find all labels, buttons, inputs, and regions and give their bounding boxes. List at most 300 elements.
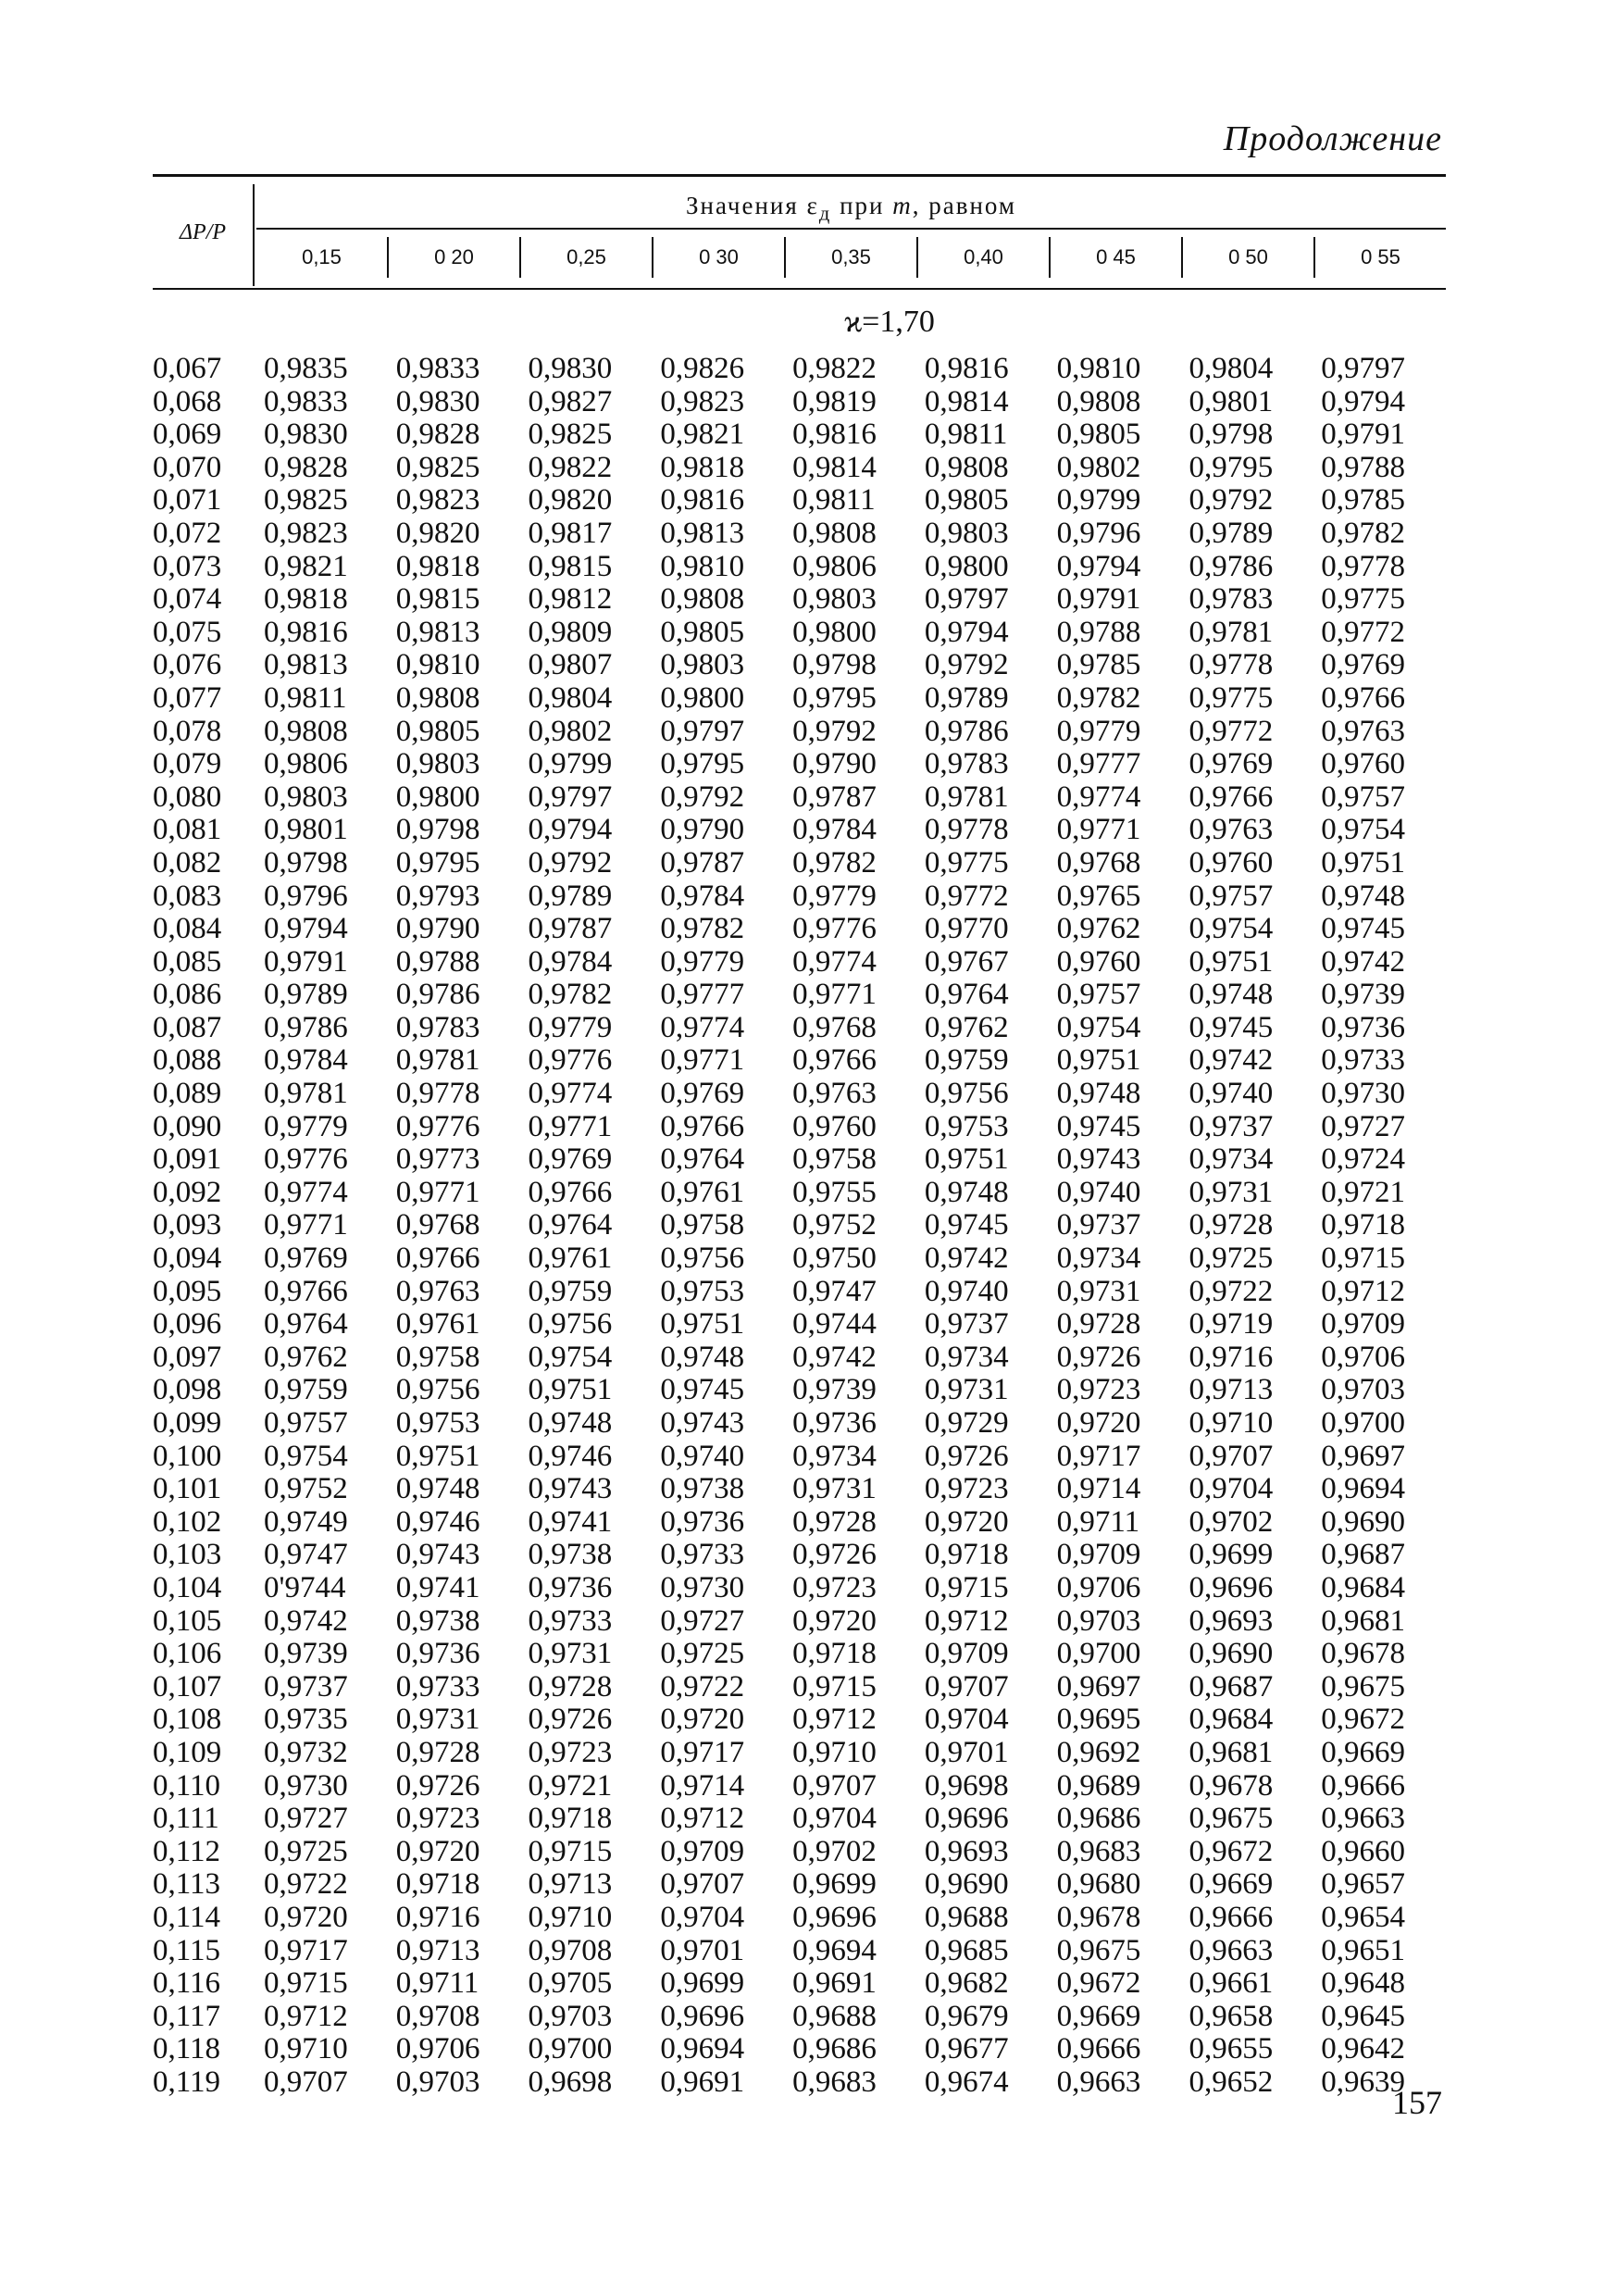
dp-value-cell: 0,100 bbox=[153, 1439, 222, 1473]
epsilon-value-cell: 0,9721 bbox=[528, 1768, 613, 1803]
epsilon-value-cell: 0,9792 bbox=[528, 845, 613, 880]
epsilon-value-cell: 0,9761 bbox=[528, 1242, 613, 1276]
table-row bbox=[153, 847, 1446, 880]
m-value-header: 0 30 bbox=[652, 237, 784, 278]
epsilon-value-cell: 0,9687 bbox=[1321, 1538, 1405, 1572]
epsilon-value-cell: 0,9770 bbox=[924, 912, 1009, 946]
dp-value-cell: 0,119 bbox=[153, 2065, 221, 2099]
epsilon-value-cell: 0,9753 bbox=[395, 1406, 480, 1440]
epsilon-value-cell: 0,9816 bbox=[660, 483, 745, 518]
table-row bbox=[153, 1407, 1446, 1441]
table-row bbox=[153, 716, 1446, 749]
epsilon-value-cell: 0,9793 bbox=[395, 879, 480, 913]
epsilon-value-cell: 0,9693 bbox=[1189, 1603, 1274, 1638]
dp-value-cell: 0,070 bbox=[153, 450, 222, 484]
epsilon-value-cell: 0,9715 bbox=[1321, 1242, 1405, 1276]
epsilon-value-cell: 0,9687 bbox=[1189, 1669, 1274, 1703]
epsilon-value-cell: 0,9720 bbox=[660, 1703, 745, 1737]
data-table bbox=[153, 174, 1446, 2099]
epsilon-value-cell: 0,9703 bbox=[1056, 1603, 1141, 1638]
table-row bbox=[153, 518, 1446, 551]
epsilon-value-cell: 0,9734 bbox=[924, 1340, 1009, 1374]
epsilon-value-cell: 0,9768 bbox=[1056, 845, 1141, 880]
table-row bbox=[153, 1506, 1446, 1540]
epsilon-value-cell: 0,9738 bbox=[395, 1603, 480, 1638]
epsilon-value-cell: 0,9800 bbox=[660, 680, 745, 715]
epsilon-value-cell: 0,9711 bbox=[1056, 1504, 1140, 1539]
epsilon-value-cell: 0,9733 bbox=[1321, 1043, 1405, 1078]
epsilon-value-cell: 0,9759 bbox=[924, 1043, 1009, 1078]
table-row bbox=[153, 913, 1446, 946]
epsilon-value-cell: 0,9702 bbox=[1189, 1504, 1274, 1539]
epsilon-value-cell: 0,9818 bbox=[660, 450, 745, 484]
epsilon-value-cell: 0,9778 bbox=[924, 813, 1009, 847]
epsilon-value-cell: 0,9798 bbox=[395, 813, 480, 847]
epsilon-value-cell: 0,9697 bbox=[1321, 1439, 1405, 1473]
table-row bbox=[153, 418, 1446, 452]
epsilon-value-cell: 0,9732 bbox=[264, 1735, 348, 1769]
epsilon-value-cell: 0,9751 bbox=[395, 1439, 480, 1473]
epsilon-value-cell: 0,9743 bbox=[528, 1472, 613, 1506]
table-row bbox=[153, 452, 1446, 485]
epsilon-value-cell: 0,9823 bbox=[264, 516, 348, 550]
dp-value-cell: 0,106 bbox=[153, 1637, 222, 1671]
epsilon-value-cell: 0,9747 bbox=[792, 1274, 877, 1308]
epsilon-value-cell: 0,9720 bbox=[264, 1900, 348, 1934]
epsilon-value-cell: 0,9786 bbox=[395, 978, 480, 1012]
epsilon-value-cell: 0,9775 bbox=[1321, 582, 1405, 617]
epsilon-value-cell: 0,9776 bbox=[264, 1142, 348, 1177]
epsilon-value-cell: 0,9803 bbox=[395, 747, 480, 781]
epsilon-value-cell: 0,9725 bbox=[660, 1637, 745, 1671]
epsilon-value-cell: 0,9775 bbox=[924, 845, 1009, 880]
epsilon-value-cell: 0,9769 bbox=[528, 1142, 613, 1177]
dp-value-cell: 0,072 bbox=[153, 516, 222, 550]
epsilon-value-cell: 0,9713 bbox=[528, 1867, 613, 1902]
epsilon-value-cell: 0,9736 bbox=[792, 1406, 877, 1440]
epsilon-value-cell: 0,9757 bbox=[1189, 879, 1274, 913]
epsilon-value-cell: 0,9706 bbox=[1056, 1570, 1141, 1604]
epsilon-value-cell: 0,9723 bbox=[528, 1735, 613, 1769]
dp-value-cell: 0,110 bbox=[153, 1768, 221, 1803]
m-value-header: 0,15 bbox=[302, 245, 342, 268]
epsilon-value-cell: 0,9723 bbox=[924, 1472, 1009, 1506]
epsilon-value-cell: 0,9769 bbox=[1189, 747, 1274, 781]
epsilon-value-cell: 0,9797 bbox=[528, 780, 613, 814]
epsilon-value-cell: 0,9715 bbox=[528, 1834, 613, 1868]
epsilon-value-cell: 0,9823 bbox=[660, 384, 745, 418]
table-row bbox=[153, 583, 1446, 617]
epsilon-value-cell: 0,9731 bbox=[1189, 1175, 1274, 1209]
epsilon-value-cell: 0,9787 bbox=[528, 912, 613, 946]
epsilon-value-cell: 0,9740 bbox=[1056, 1175, 1141, 1209]
table-row bbox=[153, 617, 1446, 650]
table-row bbox=[153, 1276, 1446, 1309]
dp-value-cell: 0,105 bbox=[153, 1603, 222, 1638]
epsilon-value-cell: 0,9784 bbox=[528, 944, 613, 979]
m-value-header: 0 45 bbox=[1049, 237, 1181, 278]
epsilon-value-cell: 0,9800 bbox=[395, 780, 480, 814]
epsilon-value-cell: 0,9677 bbox=[924, 2032, 1009, 2066]
epsilon-value-cell: 0,9769 bbox=[660, 1077, 745, 1111]
table-row bbox=[153, 1902, 1446, 1935]
epsilon-value-cell: 0,9751 bbox=[1321, 845, 1405, 880]
table-row bbox=[153, 1605, 1446, 1639]
dp-value-cell: 0,082 bbox=[153, 845, 222, 880]
epsilon-value-cell: 0,9742 bbox=[792, 1340, 877, 1374]
dp-value-cell: 0,093 bbox=[153, 1208, 222, 1242]
dp-value-cell: 0,103 bbox=[153, 1538, 222, 1572]
epsilon-value-cell: 0,9754 bbox=[1321, 813, 1405, 847]
epsilon-value-cell: 0,9766 bbox=[395, 1242, 480, 1276]
table-row bbox=[153, 1770, 1446, 1803]
table-header bbox=[153, 177, 1446, 288]
epsilon-value-cell: 0,9739 bbox=[264, 1637, 348, 1671]
epsilon-value-cell: 0,9777 bbox=[660, 978, 745, 1012]
epsilon-value-cell: 0,9719 bbox=[1189, 1307, 1274, 1341]
epsilon-value-cell: 0,9810 bbox=[1056, 352, 1141, 385]
epsilon-value-cell: 0,9762 bbox=[924, 1010, 1009, 1044]
epsilon-value-cell: 0,9763 bbox=[792, 1077, 877, 1111]
group-title-m: m bbox=[892, 192, 913, 219]
epsilon-value-cell: 0,9691 bbox=[792, 1966, 877, 2001]
epsilon-value-cell: 0,9703 bbox=[395, 2065, 480, 2099]
epsilon-value-cell: 0,9701 bbox=[660, 1933, 745, 1967]
epsilon-value-cell: 0,9742 bbox=[924, 1242, 1009, 1276]
epsilon-value-cell: 0,9786 bbox=[264, 1010, 348, 1044]
epsilon-value-cell: 0,9813 bbox=[264, 648, 348, 682]
epsilon-value-cell: 0,9816 bbox=[924, 352, 1009, 385]
epsilon-value-cell: 0,9783 bbox=[1189, 582, 1274, 617]
table-row bbox=[153, 880, 1446, 914]
dp-value-cell: 0,080 bbox=[153, 780, 222, 814]
epsilon-value-cell: 0,9713 bbox=[1189, 1373, 1274, 1407]
epsilon-value-cell: 0,9766 bbox=[1321, 680, 1405, 715]
epsilon-value-cell: 0,9674 bbox=[924, 2065, 1009, 2099]
epsilon-value-cell: 0,9785 bbox=[1321, 483, 1405, 518]
table-row bbox=[153, 1044, 1446, 1078]
epsilon-value-cell: 0,9699 bbox=[1189, 1538, 1274, 1572]
epsilon-value-cell: 0,9788 bbox=[1056, 615, 1141, 649]
epsilon-value-cell: 0,9666 bbox=[1189, 1900, 1274, 1934]
table-row bbox=[153, 1209, 1446, 1242]
epsilon-value-cell: 0,9778 bbox=[1321, 549, 1405, 583]
epsilon-value-cell: 0,9709 bbox=[1056, 1538, 1141, 1572]
epsilon-value-cell: 0,9789 bbox=[924, 680, 1009, 715]
table-row bbox=[153, 781, 1446, 815]
epsilon-value-cell: 0'9744 bbox=[264, 1570, 346, 1604]
dp-value-cell: 0,114 bbox=[153, 1900, 221, 1934]
epsilon-value-cell: 0,9727 bbox=[1321, 1109, 1405, 1143]
epsilon-value-cell: 0,9752 bbox=[264, 1472, 348, 1506]
epsilon-value-cell: 0,9772 bbox=[1321, 615, 1405, 649]
epsilon-value-cell: 0,9825 bbox=[528, 418, 613, 452]
epsilon-value-cell: 0,9748 bbox=[1189, 978, 1274, 1012]
epsilon-value-cell: 0,9751 bbox=[924, 1142, 1009, 1177]
epsilon-value-cell: 0,9722 bbox=[1189, 1274, 1274, 1308]
epsilon-value-cell: 0,9725 bbox=[1189, 1242, 1274, 1276]
table-row bbox=[153, 1737, 1446, 1770]
epsilon-value-cell: 0,9728 bbox=[1189, 1208, 1274, 1242]
epsilon-value-cell: 0,9689 bbox=[1056, 1768, 1141, 1803]
dp-value-cell: 0,071 bbox=[153, 483, 222, 518]
epsilon-value-cell: 0,9704 bbox=[1189, 1472, 1274, 1506]
epsilon-value-cell: 0,9730 bbox=[1321, 1077, 1405, 1111]
epsilon-value-cell: 0,9701 bbox=[924, 1735, 1009, 1769]
epsilon-value-cell: 0,9808 bbox=[395, 680, 480, 715]
epsilon-value-cell: 0,9805 bbox=[395, 714, 480, 748]
table-row bbox=[153, 1177, 1446, 1210]
epsilon-value-cell: 0,9821 bbox=[660, 418, 745, 452]
epsilon-value-cell: 0,9769 bbox=[264, 1242, 348, 1276]
epsilon-value-cell: 0,9737 bbox=[924, 1307, 1009, 1341]
epsilon-value-cell: 0,9718 bbox=[792, 1637, 877, 1671]
epsilon-value-cell: 0,9802 bbox=[1056, 450, 1141, 484]
epsilon-value-cell: 0,9737 bbox=[1056, 1208, 1141, 1242]
dp-value-cell: 0,075 bbox=[153, 615, 222, 649]
epsilon-value-cell: 0,9748 bbox=[528, 1406, 613, 1440]
epsilon-value-cell: 0,9828 bbox=[395, 418, 480, 452]
epsilon-value-cell: 0,9789 bbox=[528, 879, 613, 913]
epsilon-value-cell: 0,9724 bbox=[1321, 1142, 1405, 1177]
epsilon-value-cell: 0,9825 bbox=[395, 450, 480, 484]
epsilon-value-cell: 0,9791 bbox=[1321, 418, 1405, 452]
epsilon-value-cell: 0,9757 bbox=[264, 1406, 348, 1440]
epsilon-value-cell: 0,9655 bbox=[1189, 2032, 1274, 2066]
epsilon-value-cell: 0,9696 bbox=[792, 1900, 877, 1934]
m-value-header: 0 55 bbox=[1313, 237, 1446, 278]
epsilon-value-cell: 0,9702 bbox=[792, 1834, 877, 1868]
epsilon-value-cell: 0,9711 bbox=[395, 1966, 479, 2001]
epsilon-value-cell: 0,9748 bbox=[395, 1472, 480, 1506]
epsilon-value-cell: 0,9771 bbox=[264, 1208, 348, 1242]
table-row bbox=[153, 979, 1446, 1012]
table-row bbox=[153, 1012, 1446, 1045]
epsilon-value-cell: 0,9739 bbox=[792, 1373, 877, 1407]
epsilon-value-cell: 0,9826 bbox=[660, 352, 745, 385]
dp-value-cell: 0,109 bbox=[153, 1735, 222, 1769]
epsilon-value-cell: 0,9717 bbox=[264, 1933, 348, 1967]
epsilon-value-cell: 0,9696 bbox=[924, 1802, 1009, 1836]
epsilon-value-cell: 0,9781 bbox=[395, 1043, 480, 1078]
epsilon-value-cell: 0,9773 bbox=[395, 1142, 480, 1177]
epsilon-value-cell: 0,9714 bbox=[1056, 1472, 1141, 1506]
epsilon-value-cell: 0,9800 bbox=[924, 549, 1009, 583]
dp-value-cell: 0,083 bbox=[153, 879, 222, 913]
epsilon-value-cell: 0,9669 bbox=[1189, 1867, 1274, 1902]
epsilon-value-cell: 0,9821 bbox=[264, 549, 348, 583]
table-row bbox=[153, 1803, 1446, 1836]
epsilon-value-cell: 0,9808 bbox=[924, 450, 1009, 484]
dp-value-cell: 0,091 bbox=[153, 1142, 222, 1177]
epsilon-value-cell: 0,9723 bbox=[792, 1570, 877, 1604]
epsilon-value-cell: 0,9794 bbox=[1056, 549, 1141, 583]
epsilon-value-cell: 0,9742 bbox=[264, 1603, 348, 1638]
epsilon-value-cell: 0,9746 bbox=[395, 1504, 480, 1539]
epsilon-value-cell: 0,9660 bbox=[1321, 1834, 1405, 1868]
dp-value-cell: 0,118 bbox=[153, 2032, 221, 2066]
epsilon-value-cell: 0,9820 bbox=[528, 483, 613, 518]
epsilon-value-cell: 0,9698 bbox=[528, 2065, 613, 2099]
epsilon-value-cell: 0,9710 bbox=[792, 1735, 877, 1769]
table-row bbox=[153, 484, 1446, 518]
epsilon-value-cell: 0,9779 bbox=[792, 879, 877, 913]
table-row bbox=[153, 1441, 1446, 1474]
epsilon-value-cell: 0,9774 bbox=[660, 1010, 745, 1044]
epsilon-value-cell: 0,9790 bbox=[792, 747, 877, 781]
header-bottom-rule bbox=[153, 288, 1446, 290]
dp-value-cell: 0,092 bbox=[153, 1175, 222, 1209]
epsilon-value-cell: 0,9799 bbox=[1056, 483, 1141, 518]
epsilon-value-cell: 0,9762 bbox=[1056, 912, 1141, 946]
epsilon-value-cell: 0,9764 bbox=[264, 1307, 348, 1341]
kappa-symbol: ϰ= bbox=[844, 305, 880, 339]
epsilon-value-cell: 0,9678 bbox=[1321, 1637, 1405, 1671]
epsilon-value-cell: 0,9705 bbox=[528, 1966, 613, 2001]
dp-value-cell: 0,111 bbox=[153, 1802, 219, 1836]
epsilon-value-cell: 0,9669 bbox=[1321, 1735, 1405, 1769]
epsilon-value-cell: 0,9639 bbox=[1321, 2065, 1405, 2099]
epsilon-value-cell: 0,9785 bbox=[1056, 648, 1141, 682]
epsilon-value-cell: 0,9742 bbox=[1189, 1043, 1274, 1078]
epsilon-value-cell: 0,9703 bbox=[528, 1999, 613, 2033]
epsilon-value-cell: 0,9713 bbox=[395, 1933, 480, 1967]
epsilon-value-cell: 0,9808 bbox=[264, 714, 348, 748]
epsilon-value-cell: 0,9795 bbox=[792, 680, 877, 715]
epsilon-value-cell: 0,9757 bbox=[1056, 978, 1141, 1012]
epsilon-value-cell: 0,9682 bbox=[924, 1966, 1009, 2001]
epsilon-value-cell: 0,9760 bbox=[1056, 944, 1141, 979]
epsilon-value-cell: 0,9760 bbox=[1189, 845, 1274, 880]
epsilon-value-cell: 0,9720 bbox=[395, 1834, 480, 1868]
epsilon-value-cell: 0,9774 bbox=[792, 944, 877, 979]
table-row bbox=[153, 1473, 1446, 1506]
table-row bbox=[153, 1703, 1446, 1737]
epsilon-value-cell: 0,9792 bbox=[924, 648, 1009, 682]
epsilon-value-cell: 0,9739 bbox=[1321, 978, 1405, 1012]
epsilon-value-cell: 0,9690 bbox=[1189, 1637, 1274, 1671]
epsilon-value-cell: 0,9717 bbox=[660, 1735, 745, 1769]
epsilon-value-cell: 0,9737 bbox=[264, 1669, 348, 1703]
dp-value-cell: 0,116 bbox=[153, 1966, 221, 2001]
epsilon-value-cell: 0,9731 bbox=[528, 1637, 613, 1671]
table-row bbox=[153, 1242, 1446, 1276]
epsilon-value-cell: 0,9802 bbox=[528, 714, 613, 748]
epsilon-value-cell: 0,9648 bbox=[1321, 1966, 1405, 2001]
epsilon-value-cell: 0,9742 bbox=[1321, 944, 1405, 979]
epsilon-value-cell: 0,9733 bbox=[395, 1669, 480, 1703]
epsilon-value-cell: 0,9805 bbox=[924, 483, 1009, 518]
epsilon-value-cell: 0,9796 bbox=[1056, 516, 1141, 550]
epsilon-value-cell: 0,9809 bbox=[528, 615, 613, 649]
epsilon-value-cell: 0,9764 bbox=[528, 1208, 613, 1242]
epsilon-value-cell: 0,9712 bbox=[660, 1802, 745, 1836]
epsilon-value-cell: 0,9675 bbox=[1056, 1933, 1141, 1967]
epsilon-value-cell: 0,9726 bbox=[924, 1439, 1009, 1473]
epsilon-value-cell: 0,9750 bbox=[792, 1242, 877, 1276]
epsilon-value-cell: 0,9814 bbox=[792, 450, 877, 484]
epsilon-value-cell: 0,9772 bbox=[1189, 714, 1274, 748]
epsilon-value-cell: 0,9756 bbox=[528, 1307, 613, 1341]
epsilon-value-cell: 0,9743 bbox=[395, 1538, 480, 1572]
epsilon-value-cell: 0,9672 bbox=[1189, 1834, 1274, 1868]
epsilon-value-cell: 0,9797 bbox=[660, 714, 745, 748]
epsilon-value-cell: 0,9663 bbox=[1321, 1802, 1405, 1836]
epsilon-value-cell: 0,9684 bbox=[1189, 1703, 1274, 1737]
epsilon-value-cell: 0,9828 bbox=[264, 450, 348, 484]
dp-value-cell: 0,086 bbox=[153, 978, 222, 1012]
epsilon-value-cell: 0,9796 bbox=[264, 879, 348, 913]
epsilon-value-cell: 0,9733 bbox=[528, 1603, 613, 1638]
table-row bbox=[153, 1638, 1446, 1671]
epsilon-value-cell: 0,9745 bbox=[1056, 1109, 1141, 1143]
epsilon-value-cell: 0,9779 bbox=[1056, 714, 1141, 748]
epsilon-value-cell: 0,9810 bbox=[395, 648, 480, 682]
epsilon-value-cell: 0,9768 bbox=[792, 1010, 877, 1044]
epsilon-value-cell: 0,9698 bbox=[924, 1768, 1009, 1803]
epsilon-value-cell: 0,9784 bbox=[264, 1043, 348, 1078]
epsilon-value-cell: 0,9723 bbox=[395, 1802, 480, 1836]
epsilon-value-cell: 0,9830 bbox=[264, 418, 348, 452]
epsilon-value-cell: 0,9672 bbox=[1321, 1703, 1405, 1737]
epsilon-value-cell: 0,9786 bbox=[1189, 549, 1274, 583]
epsilon-value-cell: 0,9707 bbox=[1189, 1439, 1274, 1473]
epsilon-value-cell: 0,9805 bbox=[660, 615, 745, 649]
table-body bbox=[153, 353, 1446, 2099]
epsilon-value-cell: 0,9782 bbox=[528, 978, 613, 1012]
epsilon-value-cell: 0,9738 bbox=[528, 1538, 613, 1572]
epsilon-value-cell: 0,9716 bbox=[1189, 1340, 1274, 1374]
epsilon-value-cell: 0,9784 bbox=[660, 879, 745, 913]
epsilon-value-cell: 0,9766 bbox=[264, 1274, 348, 1308]
epsilon-value-cell: 0,9835 bbox=[264, 352, 348, 385]
epsilon-value-cell: 0,9787 bbox=[792, 780, 877, 814]
dp-value-cell: 0,101 bbox=[153, 1472, 222, 1506]
dp-column-header: ΔP/P bbox=[179, 219, 227, 244]
epsilon-value-cell: 0,9782 bbox=[660, 912, 745, 946]
epsilon-value-cell: 0,9709 bbox=[660, 1834, 745, 1868]
epsilon-value-cell: 0,9710 bbox=[264, 2032, 348, 2066]
epsilon-value-cell: 0,9822 bbox=[528, 450, 613, 484]
epsilon-value-cell: 0,9700 bbox=[1321, 1406, 1405, 1440]
epsilon-value-cell: 0,9781 bbox=[924, 780, 1009, 814]
epsilon-value-cell: 0,9766 bbox=[528, 1175, 613, 1209]
epsilon-value-cell: 0,9723 bbox=[1056, 1373, 1141, 1407]
epsilon-value-cell: 0,9752 bbox=[792, 1208, 877, 1242]
epsilon-value-cell: 0,9678 bbox=[1189, 1768, 1274, 1803]
epsilon-value-cell: 0,9808 bbox=[792, 516, 877, 550]
epsilon-value-cell: 0,9801 bbox=[1189, 384, 1274, 418]
epsilon-value-cell: 0,9661 bbox=[1189, 1966, 1274, 2001]
epsilon-value-cell: 0,9827 bbox=[528, 384, 613, 418]
continued-label: Продолжение bbox=[1223, 119, 1442, 158]
dp-value-cell: 0,081 bbox=[153, 813, 222, 847]
epsilon-value-cell: 0,9790 bbox=[395, 912, 480, 946]
epsilon-value-cell: 0,9684 bbox=[1321, 1570, 1405, 1604]
epsilon-value-cell: 0,9798 bbox=[1189, 418, 1274, 452]
epsilon-value-cell: 0,9686 bbox=[792, 2032, 877, 2066]
epsilon-value-cell: 0,9788 bbox=[395, 944, 480, 979]
dp-value-cell: 0,088 bbox=[153, 1043, 222, 1078]
epsilon-value-cell: 0,9798 bbox=[264, 845, 348, 880]
table-row bbox=[153, 2033, 1446, 2066]
epsilon-value-cell: 0,9756 bbox=[660, 1242, 745, 1276]
epsilon-value-cell: 0,9722 bbox=[264, 1867, 348, 1902]
epsilon-value-cell: 0,9771 bbox=[395, 1175, 480, 1209]
epsilon-value-cell: 0,9818 bbox=[395, 549, 480, 583]
epsilon-value-cell: 0,9803 bbox=[264, 780, 348, 814]
epsilon-value-cell: 0,9800 bbox=[792, 615, 877, 649]
